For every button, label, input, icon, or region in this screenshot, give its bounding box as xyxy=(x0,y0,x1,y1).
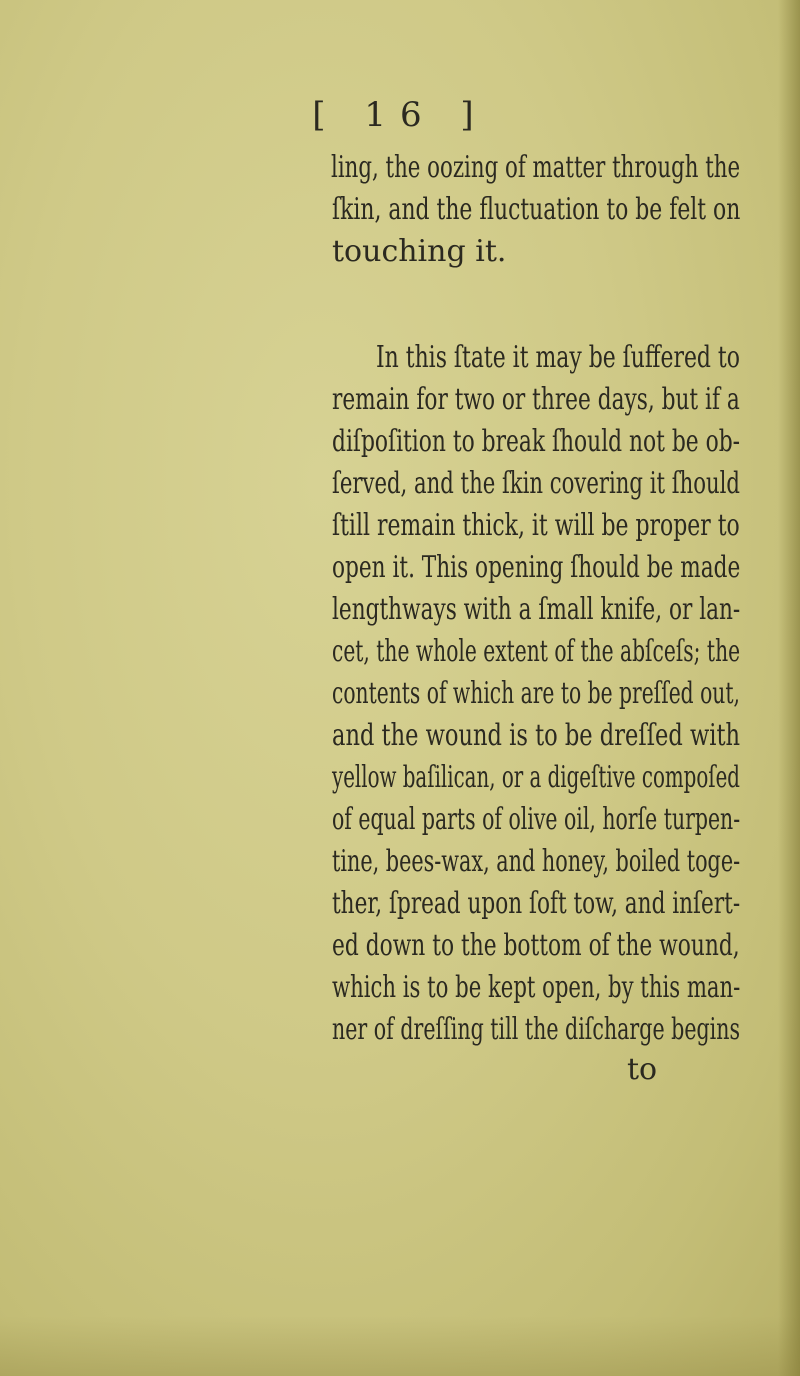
text-line: and the wound is to be dreſſed with xyxy=(332,718,741,753)
text-line: ed down to the bottom of the wound, xyxy=(332,928,740,963)
text-line: remain for two or three days, but if a xyxy=(332,382,740,417)
page-number: [ 16 ] xyxy=(312,95,488,135)
text-line: ſkin, and the fluctuation to be felt on xyxy=(332,192,741,227)
text-line: open it. This opening ſhould be made xyxy=(332,550,741,585)
page-edge-shadow xyxy=(778,0,800,1376)
text-line: ling, the oozing of matter through the xyxy=(331,150,741,185)
page-bottom-shade xyxy=(0,1316,800,1376)
text-line: ner of dreſſing till the diſcharge begins xyxy=(332,1012,741,1047)
text-line: touching it. xyxy=(332,234,507,269)
text-line: ther, ſpread upon ſoft tow, and inſert- xyxy=(332,886,741,921)
text-line: tine, bees-wax, and honey, boiled toge- xyxy=(332,844,741,879)
text-line: diſpoſition to break ſhould not be ob- xyxy=(332,424,741,459)
text-line: contents of which are to be preſſed out, xyxy=(332,676,740,711)
text-line: In this ſtate it may be ſuffered to xyxy=(376,340,740,375)
text-line: ſtill remain thick, it will be proper to xyxy=(332,508,740,543)
text-line: cet, the whole extent of the abſceſs; the xyxy=(332,634,741,669)
text-line: ſerved, and the ſkin covering it ſhould xyxy=(332,466,740,501)
text-line: lengthways with a ſmall knife, or lan- xyxy=(332,592,741,627)
text-line: yellow baſilican, or a digeſtive compoſed xyxy=(332,760,740,795)
catchword: to xyxy=(627,1052,658,1087)
text-line: of equal parts of olive oil, horſe turpen- xyxy=(332,802,741,837)
text-line: which is to be kept open, by this man- xyxy=(332,970,741,1005)
